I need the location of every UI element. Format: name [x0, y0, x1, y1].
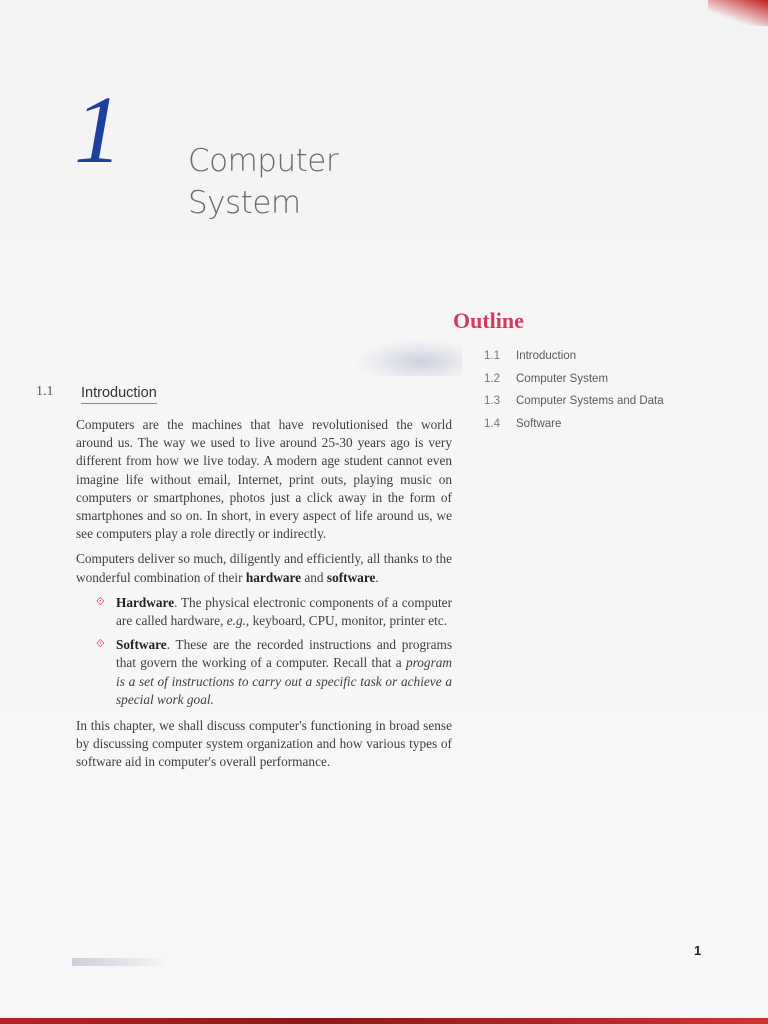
print-smudge	[72, 958, 168, 966]
page-bottom-edge	[0, 1018, 768, 1024]
outline-item	[484, 418, 664, 441]
chapter-title	[188, 140, 338, 224]
paragraph-text: and	[301, 569, 327, 585]
definition-italic: e.g.,	[226, 613, 250, 629]
term-hardware: hardware	[245, 569, 302, 585]
outline-item-number: 1.3	[484, 395, 500, 407]
outline-item-number: 1.1	[484, 350, 500, 362]
section-number: 1.1	[36, 384, 54, 399]
paragraph-intro: Computers are the machines that have revolutionised the world around us. The way we used to live around 25-30 years ago is very different from how we live today. A modern age student cannot even imagine life without email, Internet, print outs, playing music on computers or smartphones, photos just a click away in the form of smartphones and so on. In short, in every aspect of life around us, we see computers play a role directly or indirectly.	[76, 417, 452, 542]
paragraph-hardware-software	[76, 550, 452, 586]
chapter-title-line-1: Computer	[188, 143, 339, 179]
paragraph-chapter-summary: In this chapter, we shall discuss computer's functioning in broad sense by discussing computer system organization and how various types of software aid in computer's overall performance.	[76, 718, 452, 770]
definition-list	[76, 594, 452, 709]
definition-term: Software	[116, 637, 167, 653]
outline-item-number: 1.2	[484, 372, 500, 385]
outline-item-label: Introduction	[516, 350, 577, 362]
print-smudge	[358, 340, 462, 376]
outline-item	[484, 350, 664, 373]
term-software: software	[326, 569, 376, 585]
page-number: 1	[694, 943, 702, 958]
section-title: Introduction	[81, 385, 157, 404]
definition-item-software	[96, 636, 452, 709]
chapter-title-line-2: System	[188, 185, 301, 221]
outline-item-label: Computer Systems and Data	[516, 395, 664, 407]
paragraph-text: Computers deliver so much, diligently and efficiently, all thanks to the wonderful combination of their	[76, 551, 452, 585]
paragraph-text: .	[375, 569, 379, 585]
definition-text-end: keyboard, CPU, monitor, printer etc.	[249, 613, 448, 629]
diamond-arrow-icon: ⟐	[96, 594, 105, 608]
chapter-number: 1	[74, 76, 122, 183]
outline-list	[484, 350, 664, 440]
outline-item	[484, 395, 664, 418]
outline-item	[484, 373, 664, 396]
outline-item-label: Software	[516, 417, 562, 430]
body-text	[76, 416, 452, 779]
outline-item-number: 1.4	[484, 417, 500, 430]
page-corner-tab	[708, 0, 768, 26]
definition-term: Hardware	[116, 594, 175, 610]
diamond-arrow-icon: ⟐	[96, 637, 105, 651]
outline-heading: Outline	[453, 308, 524, 333]
outline-item-label: Computer System	[516, 372, 609, 385]
definition-text: . These are the recorded instructions and programs that govern the working of a computer. Recall that a	[116, 637, 452, 671]
definition-italic: program is a set of instructions to carry out a specific task or achieve a special work goal.	[116, 655, 452, 707]
definition-text: . The physical electronic components of a computer are called hardware,	[116, 594, 452, 629]
definition-item-hardware	[96, 594, 452, 630]
